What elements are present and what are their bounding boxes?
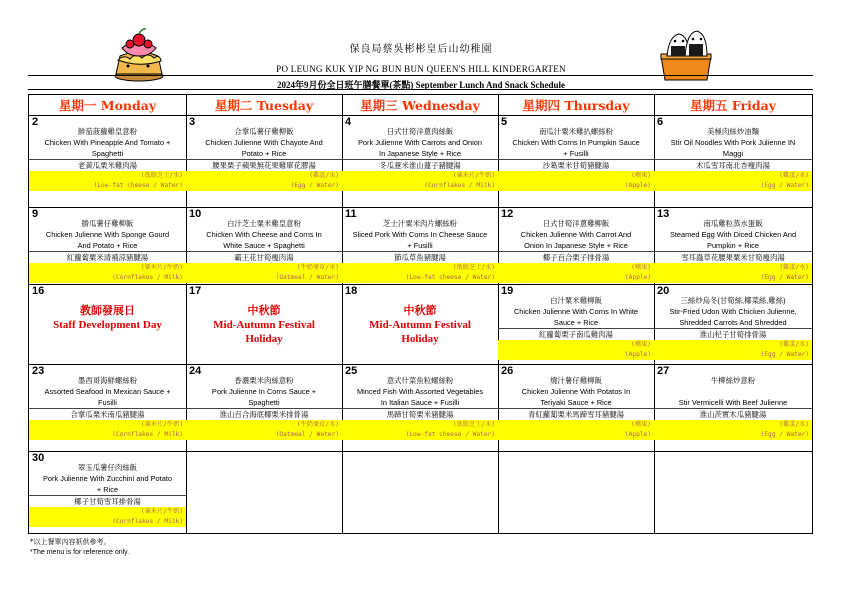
date-number: 18	[345, 285, 358, 297]
holiday-name-en: Holiday	[401, 333, 439, 345]
lunch-name-cn: 墨西哥海鮮螺絲粉	[77, 376, 138, 385]
snack-en: (Egg / Water)	[654, 181, 812, 191]
lunch-name-cn: 燒汁薯仔雞柳飯	[550, 376, 602, 385]
snack-en: (Low-fat cheese / Water)	[342, 430, 498, 440]
day-cell	[342, 364, 498, 451]
day-cell	[654, 207, 812, 284]
grid-line	[29, 533, 812, 534]
day-cell	[498, 364, 654, 451]
snack-en: (Apple)	[498, 350, 654, 360]
day-cell	[29, 115, 186, 207]
snack-en: (Oatmeal / Water)	[186, 430, 342, 440]
day-cell	[29, 364, 186, 451]
snack-en: (Low-fat cheese / Water)	[342, 273, 498, 283]
soup-name: 馬蹄甘筍栗米豬腱湯	[386, 410, 454, 419]
footnote-en: *The menu is for reference only.	[30, 549, 130, 556]
lunch-name-en: + Fusilli	[407, 241, 433, 250]
date-number: 24	[189, 365, 202, 377]
date-number: 23	[32, 365, 45, 377]
snack-en: (Oatmeal / Water)	[186, 273, 342, 283]
lunch-name-cn: 日式甘筍洋蔥雞柳飯	[542, 219, 610, 228]
lunch-name-en: + Fusilli	[563, 149, 589, 158]
day-cell	[654, 364, 812, 451]
lunch-name-en: Sliced Pork With Corns In Cheese Sauce	[352, 230, 488, 239]
day-cell	[29, 284, 186, 364]
page-title: 2024年9月份全日班午膳餐單(茶點) September Lunch And Snack Schedule	[276, 80, 566, 90]
lunch-name-cn: 香濃栗米肉絲意粉	[234, 376, 294, 385]
lunch-name-en: Spaghetti	[91, 149, 124, 158]
lunch-name-en: Pumpkin + Rice	[707, 241, 759, 250]
day-cell	[654, 115, 812, 207]
day-cell	[498, 207, 654, 284]
soup-name: 青紅蘿蔔栗米馬蹄雪耳豬腱湯	[527, 410, 625, 419]
snack-en: (Apple)	[498, 181, 654, 191]
lunch-name-en: Stir Oil Noodles With Pork Julienne IN	[670, 138, 796, 147]
lunch-name-en: Minced Fish With Assorted Vegetables	[356, 387, 484, 396]
holiday-name-en: Holiday	[245, 333, 283, 345]
day-cell	[342, 207, 498, 284]
lunch-name-en: Chicken Julienne With Corns In White	[513, 307, 639, 316]
lunch-name-cn: 南瓜雞粒蒸水蛋飯	[703, 219, 763, 228]
holiday-name-en: Staff Development Day	[53, 319, 162, 331]
snack-en: (Egg / Water)	[654, 350, 812, 360]
lunch-name-en: Teriyaki Sauce + Rice	[540, 398, 612, 407]
lunch-name-en: In Japanese Style + Rice	[379, 149, 461, 158]
lunch-name-cn: 合掌瓜薯仔雞柳飯	[234, 127, 294, 136]
soup-name: 雪耳蟲草花腰果粟米甘筍瘦肉湯	[681, 253, 785, 262]
date-number: 19	[501, 285, 514, 297]
date-number: 20	[657, 285, 670, 297]
snack-cn: (牛奶麥皮/水)	[186, 420, 342, 430]
snack-en: (Low-fat cheese / Water)	[29, 181, 186, 191]
lunch-name-cn: 白汁芝士粟米雞皇意粉	[227, 219, 301, 228]
snack-en: (Cornflakes / Milk)	[29, 273, 186, 283]
soup-name: 合掌瓜栗米南瓜豬腱湯	[70, 410, 145, 419]
holiday-name-en: Mid-Autumn Festival	[369, 319, 471, 331]
lunch-name-cn: 美極肉絲炒油麵	[707, 127, 759, 136]
lunch-name-en: And Potato + Rice	[77, 241, 138, 250]
lunch-name-cn: 芝士汁粟米肉片螺絲粉	[383, 219, 457, 228]
holiday-name-cn: 中秋節	[247, 304, 281, 317]
day-cell	[186, 364, 342, 451]
lunch-name-en: Chicken Julienne With Carrot And	[520, 230, 632, 239]
date-number: 5	[501, 116, 508, 128]
lunch-name-en: Onion In Japanese Style + Rice	[524, 241, 628, 250]
page-header	[0, 0, 842, 92]
snack-en: (Egg / Water)	[654, 273, 812, 283]
lunch-name-en: + Rice	[96, 485, 119, 494]
soup-name: 冬瓜薏米淮山蓮子豬腱湯	[379, 161, 461, 170]
soup-name: 節瓜草魚豬腱湯	[394, 253, 446, 262]
snack-cn: (蘋果)	[498, 171, 654, 181]
lunch-name-en: Chicken With Pineapple And Tomato +	[44, 138, 171, 147]
snack-en: (Cornflakes / Milk)	[29, 517, 186, 527]
date-number: 16	[32, 285, 45, 297]
menu-calendar-table	[28, 94, 813, 534]
holiday-name-cn: 中秋節	[403, 304, 437, 317]
date-number: 26	[501, 365, 514, 377]
title-divider	[28, 75, 813, 76]
soup-name: 淮山百合海底椰栗米排骨湯	[219, 410, 309, 419]
day-cell	[342, 284, 498, 364]
day-header: 星期二 Tuesday	[214, 98, 314, 113]
soup-name: 紅蘿蔔栗子南瓜雞肉湯	[539, 330, 613, 339]
snack-cn: (牛奶麥皮/水)	[186, 263, 342, 273]
day-cell	[186, 207, 342, 284]
footnote-cn: *以上餐單內容祇供參考。	[30, 538, 111, 546]
lunch-name-en: White Sauce + Spaghetti	[223, 241, 305, 250]
snack-en: (Egg / Water)	[654, 430, 812, 440]
snack-cn: (雞蛋/水)	[654, 420, 812, 430]
snack-cn: (低脂芝士/水)	[342, 263, 498, 273]
lunch-name-en: Pork Julienne In Corns Sauce +	[211, 387, 317, 396]
snack-cn: (低脂芝士/水)	[29, 171, 186, 181]
soup-name: 椰子甘筍雪耳排骨湯	[74, 497, 141, 506]
snack-cn: (低脂芝士/水)	[342, 420, 498, 430]
lunch-name-cn: 勝瓜薯仔雞柳飯	[81, 219, 134, 228]
soup-name: 老黃瓜栗米雞肉湯	[77, 161, 138, 170]
day-cell	[654, 284, 812, 364]
lunch-name-en: Fusilli	[98, 398, 117, 407]
lunch-name-en: Stir Vermicelli With Beef Julienne	[678, 398, 788, 407]
lunch-name-en: Shredded Carrots And Shredded	[679, 318, 787, 327]
date-number: 17	[189, 285, 202, 297]
date-number: 3	[189, 116, 196, 128]
lunch-name-cn: 鮮茄菠蘿雞皇意粉	[77, 127, 138, 136]
snack-en: (Cornflakes / Milk)	[29, 430, 186, 440]
date-number: 10	[189, 208, 202, 220]
title-divider	[28, 89, 813, 90]
date-number: 6	[657, 116, 664, 128]
lunch-name-en: Spaghetti	[248, 398, 280, 407]
soup-name: 腰果栗子蘋果無花果雞單花膠湯	[212, 161, 316, 170]
lunch-name-cn: 白汁粟米雞柳飯	[550, 296, 602, 305]
date-number: 4	[345, 116, 352, 128]
lunch-name-en: Steamed Egg With Diced Chicken And	[669, 230, 797, 239]
lunch-name-en: Chicken Julienne With Sponge Gourd	[45, 230, 170, 239]
lunch-name-cn: 意式什菜魚粒螺絲粉	[386, 376, 454, 385]
snack-cn: (粟米片/牛奶)	[29, 420, 186, 430]
day-cell	[186, 115, 342, 207]
lunch-name-cn: 牛柳絲炒意粉	[710, 376, 756, 385]
lunch-name-en: Assorted Seafood In Mexican Sauce +	[44, 387, 171, 396]
snack-cn: (蘋果)	[498, 340, 654, 350]
snack-en: (Apple)	[498, 273, 654, 283]
lunch-name-en: Chicken With Corns In Pumpkin Sauce	[512, 138, 640, 147]
day-header: 星期一 Monday	[58, 98, 157, 113]
snack-cn: (雞蛋/水)	[654, 263, 812, 273]
snack-cn: (雞蛋/水)	[654, 340, 812, 350]
date-number: 25	[345, 365, 358, 377]
day-cell	[498, 115, 654, 207]
lunch-name-cn: 三絲炒烏冬(甘筍絲,椰菜絲,雞絲)	[680, 296, 786, 305]
date-number: 27	[657, 365, 670, 377]
school-name-cn: 保良局蔡吳彬彬皇后山幼稚園	[349, 44, 493, 55]
day-header: 星期三 Wednesday	[360, 98, 480, 113]
soup-name: 霸王花甘筍瘦肉湯	[234, 253, 294, 262]
day-cell	[29, 451, 186, 533]
soup-name: 淮山杞子甘筍排骨湯	[699, 330, 767, 339]
snack-cn: (蘋果)	[498, 263, 654, 273]
snack-en: (Apple)	[498, 430, 654, 440]
date-number: 2	[32, 116, 39, 128]
school-name-en: PO LEUNG KUK YIP NG BUN BUN QUEEN'S HILL KINDERGARTEN	[276, 64, 566, 74]
snack-en: (Egg / Water)	[186, 181, 342, 191]
day-header: 星期五 Friday	[690, 98, 776, 113]
soup-name: 紅蘿蔔粟米清補涼豬腱湯	[66, 253, 149, 262]
date-number: 13	[657, 208, 670, 220]
lunch-name-en: Pork Julienne With Carrots and Onion	[357, 138, 483, 147]
lunch-name-cn: 南瓜汁粟米雞扒螺絲粉	[539, 127, 613, 136]
day-cell	[186, 284, 342, 364]
date-number: 12	[501, 208, 514, 220]
lunch-name-cn: 日式甘筍洋蔥肉絲飯	[386, 127, 454, 136]
snack-cn: (蘋果)	[498, 420, 654, 430]
lunch-name-en: Sauce + Rice	[553, 318, 599, 327]
lunch-name-en: Chicken Julienne With Potatos In	[521, 387, 631, 396]
day-cell	[342, 115, 498, 207]
day-cell	[498, 284, 654, 364]
snack-cn: (雞蛋/水)	[654, 171, 812, 181]
lunch-name-cn: 翠玉瓜薯仔肉絲飯	[77, 463, 138, 472]
holiday-name-cn: 教師發展日	[80, 304, 135, 317]
lunch-name-en: Stir-Fried Udon With Chicken Julienne,	[669, 307, 797, 316]
lunch-name-en: Maggi	[722, 149, 744, 158]
snack-cn: (粟米片/牛奶)	[29, 507, 186, 517]
snack-cn: (粟米片/牛奶)	[29, 263, 186, 273]
day-cell	[29, 207, 186, 284]
lunch-name-en: In Italian Sauce + Fusilli	[380, 398, 460, 407]
date-number: 11	[345, 208, 357, 220]
lunch-name-en: Chicken With Cheese and Corns In	[206, 230, 322, 239]
lunch-name-en: Pork Julienne With Zucchini and Potato	[43, 474, 172, 483]
lunch-name-en: Chicken Julienne With Chayote And	[205, 138, 323, 147]
snack-cn: (粟米片/牛奶)	[342, 171, 498, 181]
lunch-name-en: Potato + Rice	[241, 149, 287, 158]
soup-name: 沙葛栗米甘筍豬腱湯	[542, 161, 610, 170]
soup-name: 淮山茨實木瓜豬腱湯	[699, 410, 767, 419]
holiday-name-en: Mid-Autumn Festival	[213, 319, 315, 331]
soup-name: 木瓜雪耳南北杏瘦肉湯	[696, 161, 770, 170]
day-header: 星期四 Thursday	[522, 98, 630, 113]
snack-cn: (雞蛋/水)	[186, 171, 342, 181]
soup-name: 椰子百合栗子排骨湯	[542, 253, 610, 262]
date-number: 9	[32, 208, 39, 220]
date-number: 30	[32, 452, 45, 464]
snack-en: (Cornflakes / Milk)	[342, 181, 498, 191]
